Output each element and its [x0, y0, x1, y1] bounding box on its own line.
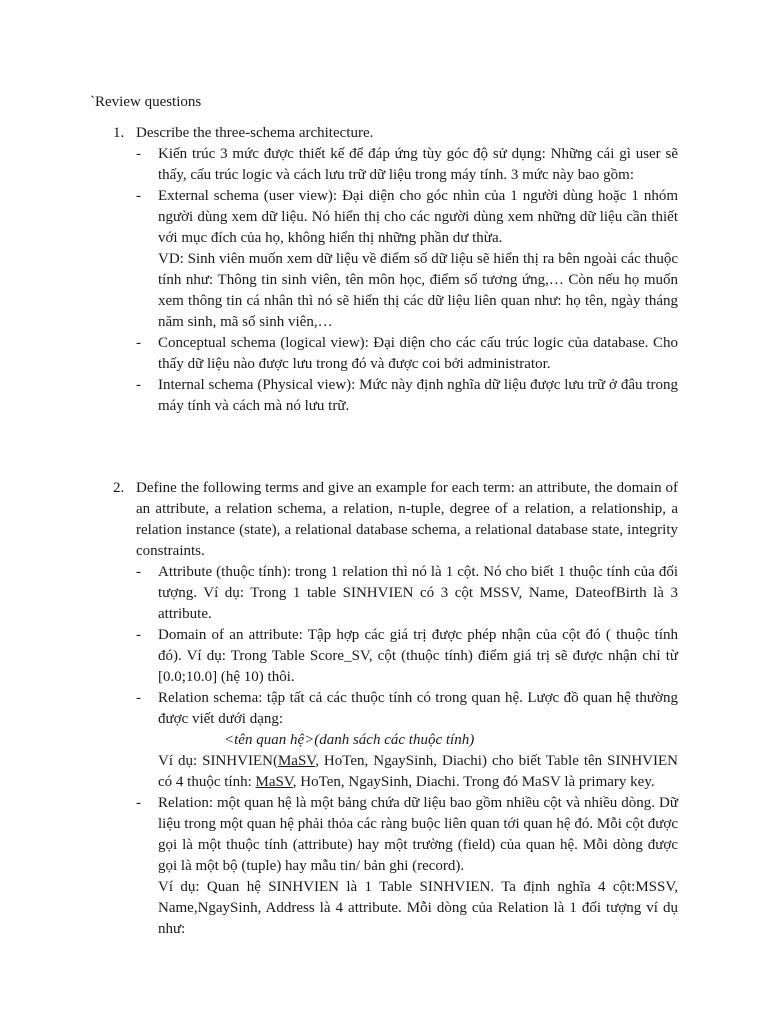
paragraph: - Kiến trúc 3 mức được thiết kế để đáp ứng tùy góc độ sử dụng: Những cái gì user sẽ thấy, cấu trúc logic và cách lưu trữ dữ liệu trong máy tính. 3 mức này bao gồm:	[158, 146, 678, 183]
paragraph: - Relation schema: tập tất cả các thuộc tính có trong quan hệ. Lược đồ quan hệ thường được viết dưới dạng:	[158, 690, 678, 727]
list-item	[136, 625, 678, 688]
example-paragraph	[158, 751, 678, 793]
section-heading: `Review questions	[90, 94, 202, 110]
paragraph: - Internal schema (Physical view): Mức này định nghĩa dữ liệu được lưu trữ ở đâu trong máy tính và cách mà nó lưu trữ.	[158, 377, 678, 414]
list-item	[136, 144, 678, 186]
question-number: 2.	[113, 480, 125, 496]
list-item	[136, 793, 678, 940]
schema-form: <tên quan hệ>(danh sách các thuộc tính)	[224, 732, 475, 748]
list-item	[136, 186, 678, 333]
example-paragraph: Ví dụ: Quan hệ SINHVIEN là 1 Table SINHVIEN. Ta định nghĩa 4 cột:MSSV, Name,NgaySinh, Address là 4 attribute. Mỗi dòng của Relation là 1 đối tượng ví dụ như:	[158, 879, 678, 937]
paragraph: - External schema (user view): Đại diện cho góc nhìn của 1 người dùng hoặc 1 nhóm người dùng xem dữ liệu. Nó hiển thị cho các người dùng xem những dữ liệu cần thiết với mục đích của họ, không hiển thị những phần dư thừa.	[158, 188, 678, 246]
paragraph: - Relation: một quan hệ là một bảng chứa dữ liệu bao gồm nhiều cột và nhiều dòng. Dữ liệu trong một quan hệ phải thỏa các ràng buộc liên quan tới quan hệ đó. Mỗi cột được gọi là một thuộc tính (attribute) hay một trường (field) của quan hệ. Mỗi dòng được gọi là một bộ (tuple) hay mẫu tin/ bản ghi (record).	[158, 795, 678, 874]
list-item	[136, 375, 678, 417]
answer-list	[136, 144, 678, 417]
question-text: Describe the three-schema architecture.	[136, 125, 374, 141]
primary-key-underlined: MaSV	[277, 753, 316, 769]
answer-list	[136, 562, 678, 940]
text-span: , HoTen, NgaySinh, Diachi. Trong đó MaSV là primary key.	[292, 774, 655, 790]
list-item	[136, 333, 678, 375]
text-span: Ví dụ: SINHVIEN(	[158, 753, 278, 769]
question-2	[113, 478, 678, 940]
paragraph: - Attribute (thuộc tính): trong 1 relation thì nó là 1 cột. Nó cho biết 1 thuộc tính của đối tượng. Ví dụ: Trong 1 table SINHVIEN có 3 cột MSSV, Name, DateofBirth là 3 attribute.	[158, 564, 678, 622]
paragraph: - Domain of an attribute: Tập hợp các giá trị được phép nhận của cột đó ( thuộc tính đó). Ví dụ: Trong Table Score_SV, cột (thuộc tính) điểm giá trị sẽ được nhận chỉ từ [0.0;10.0] (hệ 10) thôi.	[158, 627, 678, 685]
question-text: Define the following terms and give an example for each term: an attribute, the domain of an attribute, a relation schema, a relation, n-tuple, degree of a relation, a relationship, a relation instance (state), a relational database schema, a relational database state, integrity constraints.	[136, 480, 678, 559]
example-paragraph: VD: Sinh viên muốn xem dữ liệu về điểm số dữ liệu sẽ hiển thị ra bên ngoài các thuộc tính như: Thông tin sinh viên, tên môn học, điểm số tương ứng,… Còn nếu họ muốn xem thông tin cá nhân thì nó sẽ hiển thị các dữ liệu liên quan như: họ tên, ngày tháng năm sinh, mã số sinh viên,…	[158, 251, 678, 330]
primary-key-underlined: MaSV	[255, 774, 293, 790]
list-item	[136, 562, 678, 625]
text-span: , HoTen, NgaySinh, Diachi) cho biết Table tên SINHVIEN có 4 thuộc tính:	[158, 753, 678, 790]
list-item	[136, 688, 678, 793]
paragraph: - Conceptual schema (logical view): Đại diện cho các cấu trúc logic của database. Cho thấy dữ liệu nào được lưu trong đó và được coi bởi administrator.	[158, 335, 678, 372]
question-number: 1.	[113, 125, 125, 141]
question-1	[113, 123, 678, 417]
